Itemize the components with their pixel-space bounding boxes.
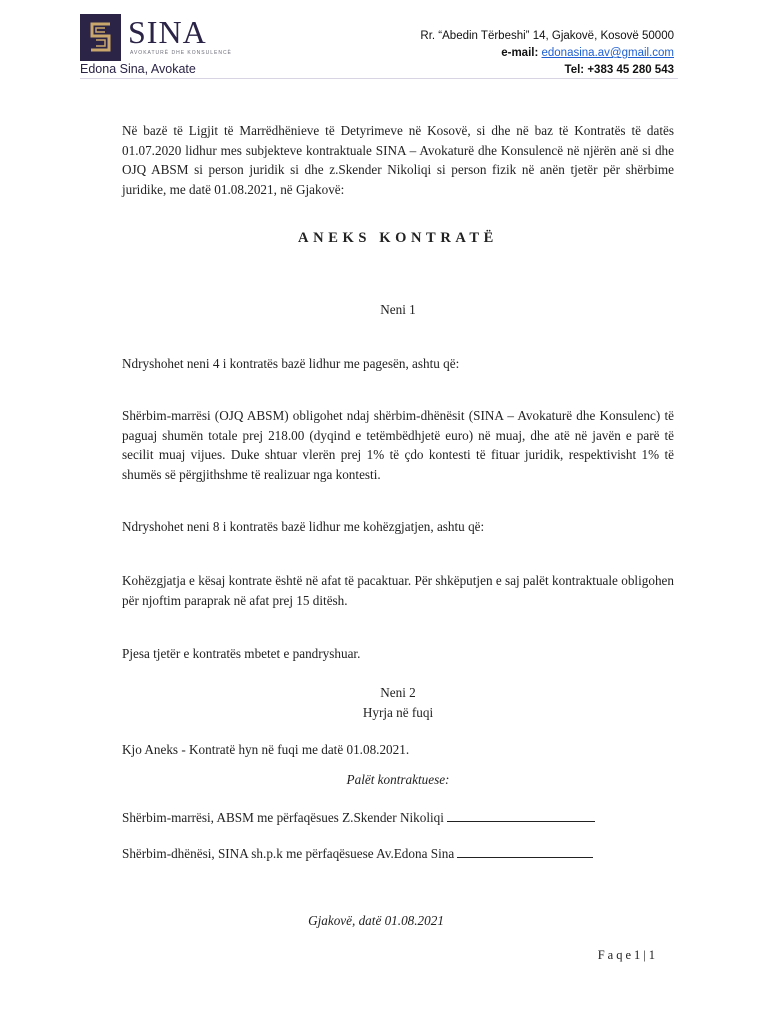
signature-provider-text: Shërbim-dhënësi, SINA sh.p.k me përfaqësuese Av.Edona Sina (122, 846, 455, 861)
paragraph-payment: Shërbim-marrësi (OJQ ABSM) obligohet ndaj shërbim-dhënësit (SINA – Avokaturë dhe Konsulenc) të paguaj shumën totale prej 218.00 (dyqind e tetëmbëdhjetë euro) në muaj, dhe atë në javën e parë të secilit muaj vijues. Duke shtuar vlerën prej 1% të çdo kontesti të fituar juridik, respektivisht 1% të shumës së përgjithshme të realizuar nga kontesti. (122, 408, 674, 482)
signature-blank (447, 809, 595, 822)
email-label: e-mail: (501, 47, 542, 59)
paragraph-article8: Ndryshohet neni 8 i kontratës bazë lidhur me kohëzgjatjen, ashtu që: (122, 519, 485, 534)
tel-line (420, 62, 674, 79)
signature-line-provider (122, 844, 674, 864)
tel-number: +383 45 280 543 (587, 64, 674, 76)
author-role: , Avokate (144, 62, 196, 76)
signature-line-client (122, 808, 674, 828)
logo-tagline: AVOKATURË DHE KONSULENCË (130, 50, 232, 56)
tel-label: Tel: (564, 64, 588, 76)
article-2-heading: Neni 2 (380, 685, 416, 700)
paragraph-duration: Kohëzgjatja e kësaj kontrate është në afat të pacaktuar. Për shkëputjen e saj palët kontraktuale obligohen për njoftim paraprak në afat prej 15 ditësh. (122, 573, 674, 608)
header-divider (80, 78, 678, 79)
article-2-title: Hyrja në fuqi (362, 705, 434, 720)
email-link[interactable]: edonasina.av@gmail.com (541, 47, 674, 59)
document-title: ANEKS KONTRATË (298, 230, 498, 246)
article-1-heading: Neni 1 (380, 302, 416, 317)
author-name-text: Edona Sina (80, 62, 145, 76)
author-name (80, 62, 196, 76)
parties-heading: Palët kontraktuese: (346, 772, 450, 787)
paragraph-article4: Ndryshohet neni 4 i kontratës bazë lidhur me pagesën, ashtu që: (122, 356, 460, 371)
place-date: Gjakovë, datë 01.08.2021 (308, 913, 444, 928)
signature-blank (457, 845, 593, 858)
paragraph-effective: Kjo Aneks - Kontratë hyn në fuqi me datë 01.08.2021. (122, 742, 410, 757)
signature-client-text: Shërbim-marrësi, ABSM me përfaqësues Z.Skender Nikoliqi (122, 810, 444, 825)
logo-mark (80, 14, 121, 61)
address: Rr. “Abedin Tërbeshi” 14, Gjakovë, Kosovë 50000 (420, 30, 674, 42)
intro-paragraph: Në bazë të Ligjit të Marrëdhënieve të Detyrimeve në Kosovë, si dhe në baz të Kontratës të datës 01.07.2020 lidhur mes subjekteve kontraktuale SINA – Avokaturë dhe Konsulencë në njërën anë si dhe OJQ ABSM si person juridik si dhe z.Skender Nikoliqi si person fizik në anën tjetër për shërbime juridike, me datë 01.08.2021, në Gjakovë: (122, 123, 674, 197)
logo-s-icon (80, 14, 121, 61)
email-line (420, 45, 674, 62)
contact-block (420, 28, 674, 79)
logo-text: SINA (128, 14, 207, 50)
paragraph-remaining: Pjesa tjetër e kontratës mbetet e pandryshuar. (122, 646, 361, 661)
page-number: Faqe1|1 (597, 948, 658, 962)
